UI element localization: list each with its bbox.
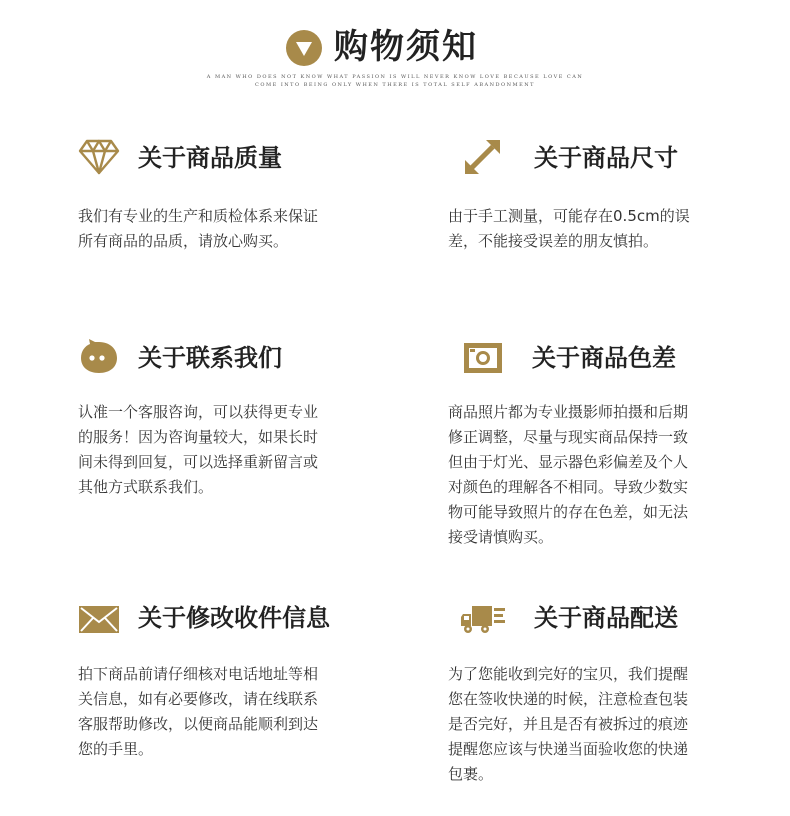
section-title: 关于修改收件信息: [138, 604, 330, 632]
section-title: 关于商品配送: [534, 604, 678, 632]
page-title: 购物须知: [334, 27, 478, 67]
page-header: [0, 0, 790, 100]
section-size: [448, 138, 768, 268]
chat-bubble-icon: [78, 338, 120, 376]
section-edit-info: [78, 600, 398, 770]
section-text: 认准一个客服咨询，可以获得更专业 的服务！因为咨询量较大，如果长时 间未得到回复，可以选择重新留言或 其他方式联系我们。: [78, 403, 319, 496]
envelope-icon: [78, 600, 120, 638]
tagline: COME INTO BEING ONLY WHEN THERE IS TOTAL SELF ABANDONMENT: [255, 82, 535, 88]
section-text: 我们有专业的生产和质检体系来保证 所有商品的品质，请放心购买。: [78, 207, 319, 250]
section-text: 为了您能收到完好的宝贝，我们提醒 您在签收快递的时候，注意检查包装 是否完好，并且是否有被拆过的痕迹 提醒您应该与快递当面验收您的快递 包裹。: [448, 665, 689, 783]
delivery-truck-icon: [460, 600, 502, 638]
section-contact: [78, 338, 398, 508]
tagline: A MAN WHO DOES NOT KNOW WHAT PASSION IS WILL NEVER KNOW LOVE BECAUSE LOVE CAN: [206, 74, 584, 80]
down-triangle-icon: [286, 30, 322, 66]
section-text: 拍下商品前请仔细核对电话地址等相 关信息，如有必要修改，请在线联系 客服帮助修改，以便商品能顺利到达 您的手里。: [78, 665, 319, 758]
section-title: 关于商品色差: [532, 344, 676, 372]
section-quality: [78, 138, 398, 268]
section-title: 关于联系我们: [138, 344, 282, 372]
camera-icon: [462, 338, 504, 376]
section-color: [448, 338, 768, 568]
section-text: 商品照片都为专业摄影师拍摄和后期 修正调整，尽量与现实商品保持一致 但由于灯光、显示器色彩偏差及个人 对颜色的理解各不相同。导致少数实 物可能导致照片的存在色差，如无法 接受请慎购买。: [448, 403, 689, 546]
resize-arrow-icon: [462, 138, 504, 176]
diamond-icon: [78, 138, 120, 176]
section-text: 由于手工测量，可能存在0.5cm的误 差，不能接受误差的朋友慎拍。: [448, 207, 690, 250]
section-title: 关于商品质量: [138, 144, 282, 172]
section-delivery: [448, 600, 768, 800]
section-title: 关于商品尺寸: [534, 144, 678, 172]
